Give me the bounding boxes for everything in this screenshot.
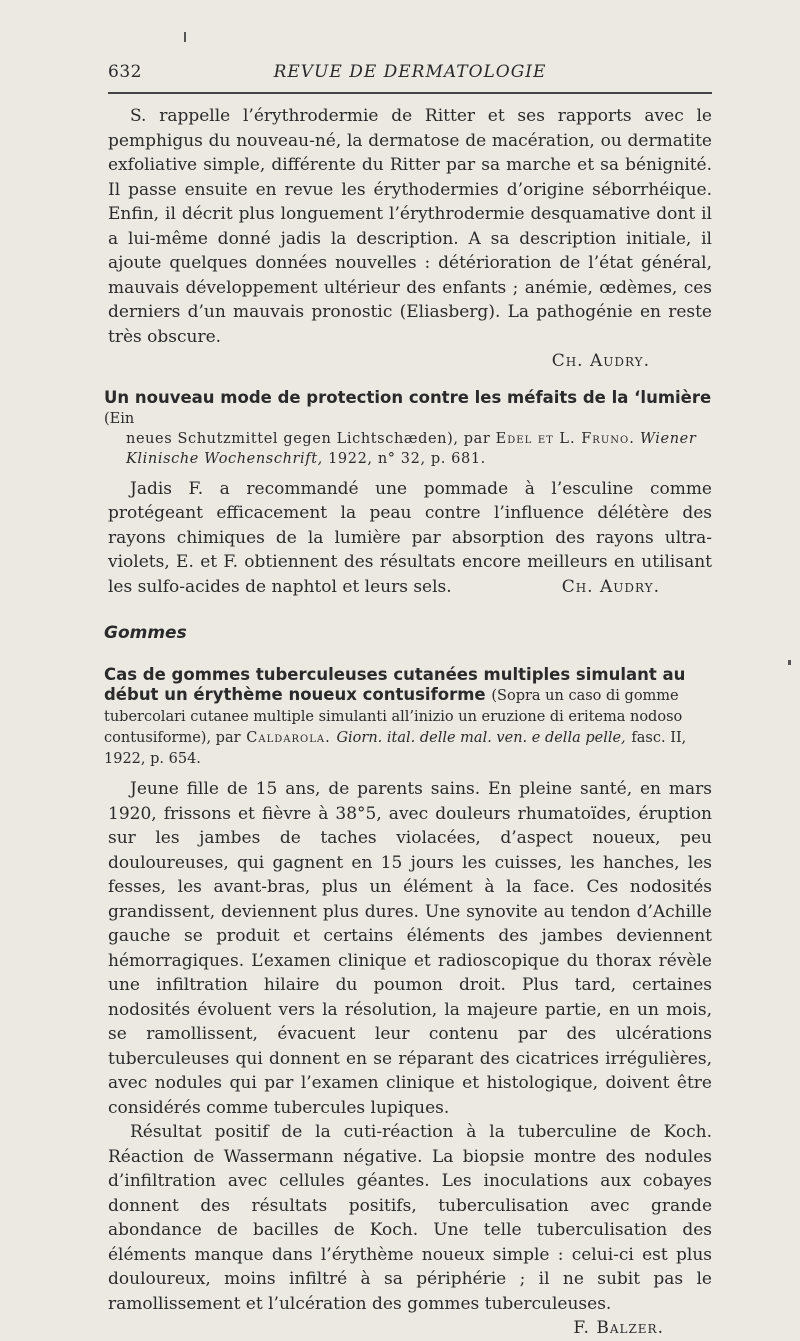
article-title	[104, 388, 712, 429]
article-title-text: Un nouveau mode de protection contre les méfaits de la ‘lumière	[104, 387, 712, 407]
article-title	[104, 665, 712, 769]
section-heading: Gommes	[104, 623, 187, 643]
citation-authors: Edel et L. Fruno.	[495, 430, 635, 447]
article-body	[108, 477, 712, 600]
article-title-text: Cas de gommes tuberculeuses cutanées multiples simulant au début un érythème noueux contusiforme	[104, 665, 686, 704]
article-title-paren: (Sopra un caso di gomme tubercolari cutanee multiple simulanti all’inizio un eruzione di eritema nodoso contusiforme), par	[104, 688, 683, 746]
first-entry-signature: Ch. Audry.	[551, 351, 650, 371]
article-citation	[126, 429, 712, 469]
citation-author: Caldarola.	[246, 730, 331, 746]
article-body-text: Jadis F. a recommandé une pommade à l’esculine comme protégeant efficacement la peau contre l’influence délétère des rayons chimiques de la lumière par absorption des rayons ultra-violets, E. et F. obtiennent des résultats encore meilleurs en utilisant les sulfo-acides de naphtol et leurs sels.	[108, 478, 712, 597]
citation-details: fasc. II, 1922, p. 654.	[104, 730, 687, 767]
citation-details: 1922, n° 32, p. 681.	[328, 450, 486, 467]
stray-ink-mark	[184, 32, 186, 42]
running-title: REVUE DE DERMATOLOGIE	[273, 62, 547, 82]
article-gommes	[104, 665, 712, 1338]
article-signature: F. Balzer.	[573, 1318, 664, 1338]
header-rule	[108, 92, 712, 94]
citation-journal: Wiener Klinische Wochenschrift,	[126, 430, 697, 467]
article-light-protection	[104, 387, 712, 600]
article-signature: Ch. Audry.	[561, 576, 660, 597]
article-paragraph-2-text: Résultat positif de la cuti-réaction à la tuberculine de Koch. Réaction de Wassermann négative. La biopsie montre des nodules d’infiltration avec cellules géantes. Les inoculations aux cobayes donnent des résultats positifs, tuberculisation avec grande abondance de bacilles de Koch. Une telle tuberculisation des éléments manque dans l’érythème noueux simple : celui-ci est plus douloureux, moins infiltré à sa périphérie ; il ne subit pas le ramollissement et l’ulcération des gommes tuberculeuses.	[108, 1122, 712, 1314]
page-number: 632	[108, 62, 142, 82]
first-entry-paragraph: S. rappelle l’érythrodermie de Ritter et ses rapports avec le pemphigus du nouveau-né, la dermatose de macération, ou dermatite exfoliative simple, différente du Ritter par sa marche et sa bénignité. Il passe ensuite en revue les érythodermies d’origine séborrhéique. Enfin, il décrit plus longuement l’érythrodermie desquamative dont il a lui-même donné jadis la description. A sa description initiale, il ajoute quelques données nouvelles : détérioration de l’état général, mauvais développement ultérieur des enfants ; anémie, œdèmes, ces derniers d’un mauvais pronostic (Eliasberg). La pathogénie en reste très obscure.	[108, 106, 712, 347]
page-header	[108, 58, 712, 88]
citation-journal: Giorn. ital. delle mal. ven. e della pelle,	[336, 730, 626, 746]
journal-page	[104, 58, 712, 1341]
citation-text: neues Schutzmittel gegen Lichtschæden), par	[126, 430, 491, 447]
margin-ink-mark	[788, 660, 791, 665]
article-paragraph-2	[108, 1120, 712, 1338]
article-title-paren: (Ein	[104, 410, 135, 427]
article-paragraph-1: Jeune fille de 15 ans, de parents sains. En pleine santé, en mars 1920, frissons et fièvre à 38°5, avec douleurs rhumatoïdes, éruption sur les jambes de taches violacées, d’aspect noueux, peu douloureuses, qui gagnent en 15 jours les cuisses, les hanches, les fesses, les avant-bras, plus un élément à la face. Ces nodosités grandissent, deviennent plus dures. Une synovite au tendon d’Achille gauche se produit et certains éléments des jambes deviennent hémorragiques. L’examen clinique et radioscopique du thorax révèle une infiltration hilaire du poumon droit. Plus tard, certaines nodosités évoluent vers la résolution, la majeure partie, en un mois, se ramollissent, évacuent leur contenu par des ulcérations tuberculeuses qui donnent en se réparant des cicatrices irrégulières, avec nodules qui par l’examen clinique et histologique, doivent être considérés comme tubercules lupiques.	[108, 779, 712, 1118]
